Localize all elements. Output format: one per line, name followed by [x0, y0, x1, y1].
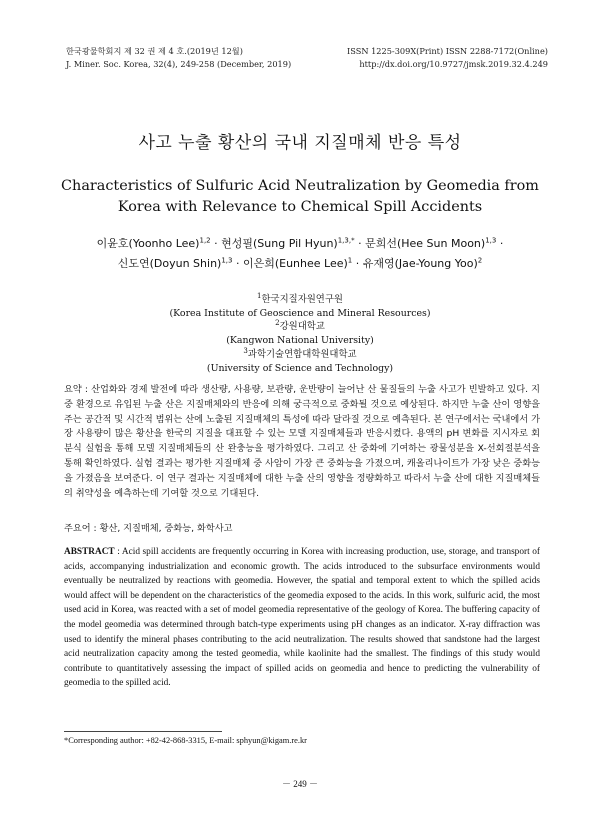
- author-name: 이은희(Eunhee Lee): [242, 257, 348, 270]
- author-separator: ·: [496, 237, 504, 250]
- author-affiliation-mark: 1,3,*: [337, 236, 355, 245]
- author-name: 신도연(Doyun Shin): [117, 257, 222, 270]
- doi-link[interactable]: http://dx.doi.org/10.9727/jmsk.2019.32.4.249: [359, 59, 548, 69]
- affiliation-ko: $^3$과학기술연합대학원대학교: [243, 346, 357, 360]
- abstract-english: [64, 545, 540, 691]
- author-list: [60, 234, 540, 274]
- title-korean: 사고 누출 황산의 국내 지질매체 반응 특성: [138, 133, 462, 153]
- author-affiliation-mark: 1,3: [221, 256, 233, 265]
- abstract-ko-text: 산업화와 경제 발전에 따라 생산량, 사용량, 보관량, 운반량이 늘어난 산 물질들의 누출 사고가 빈발하고 있다. 지중 환경으로 유입된 누출 산은 지질매체와의 반응에 의해 궁극적으로 중화될 것으로 예상된다. 하지만 누출 산이 영향을 주는 공간적 및 시간적 범위는 산에 노출된 지질매체의 특성에 따라 달라질 것으로 예측된다. 본 연구에서는 국내에서 가장 사용량이 많은 황산을 한국의 지질을 대표할 수 있는 모델 지질매체들과 반응시켰다. 용액의 pH 변화를 지시자로 회분식 실험을 통해 모델 지질매체들의 산 완충능을 평가하였다. 그리고 산 중화에 기여하는 광물성분을 X-선회절분석을 통해 확인하였다. 실험 결과는 평가한 지질매체 중 사암이 가장 큰 중화능을 가졌으며, 캐올리나이트가 가장 낮은 중화능을 가졌음을 보여준다. 이 연구 결과는 지질매체에 대한 누출 산의 영향을 정량화하고 따라서 누출 산에 대한 지질매체들의 취약성을 예측하는데 기여할 것으로 기대된다.: [64, 384, 540, 499]
- keywords-label: 주요어 :: [64, 523, 97, 534]
- journal-header-right: [347, 45, 548, 71]
- affiliations: [100, 293, 500, 375]
- author-separator: ·: [232, 257, 243, 270]
- author-line-1: [60, 234, 540, 254]
- author-separator: ·: [352, 257, 363, 270]
- author-separator: ·: [210, 237, 222, 250]
- author-line-2: [60, 254, 540, 274]
- affiliation-ko: $^1$한국지질자원연구원: [257, 291, 343, 305]
- author-affiliation-mark: 1: [347, 256, 353, 265]
- title-english: Characteristics of Sulfuric Acid Neutralization by Geomedia from Korea with Relevance to Chemical Spill Accidents: [61, 178, 539, 215]
- abstract-en-text: : Acid spill accidents are frequently occurring in Korea with increasing production, use, storage, and transport of acids, accompanying industrialization and economic growth. The acids introduced to the subsurface environments would eventually be neutralized by reactions with geomedia. However, the spatial and temporal extent to which the spilled acids would affect will be dependent on the characteristics of the geomedia exposed to the acids. In this work, sulfuric acid, the most used acid in Korea, was reacted with a set of model geomedia representative of the geology of Korea. The buffering capacity of the model geomedia was determined through batch-type experiments using pH changes as an indicator. X-ray diffraction was used to identify the mineral phases contributing to the acid neutralization. The results showed that sandstone had the largest acid neutralization capacity among the tested geomedia, while kaolinite had the smallest. The findings of this study would contribute to quantitatively assessing the impact of spilled acids on geomedia and hence to predicting the vulnerability of geomedia to the spilled acid.: [64, 547, 540, 689]
- author-name: 문희선(Hee Sun Moon): [365, 237, 486, 250]
- author-name: 현성필(Sung Pil Hyun): [221, 237, 338, 250]
- author-affiliation-mark: 1,3: [485, 236, 497, 245]
- affiliation-en: (Korea Institute of Geoscience and Mineral Resources): [169, 307, 431, 319]
- corresponding-author-footnote: *Corresponding author: +82-42-868-3315, E-mail: sphyun@kigam.re.kr: [64, 736, 307, 745]
- keywords-text: 황산, 지질매체, 중화능, 화학사고: [96, 523, 233, 534]
- abstract-ko-label: 요약 :: [64, 384, 88, 395]
- abstract-en-label: ABSTRACT: [64, 547, 115, 557]
- author-name: 유재영(Jae-Young Yoo): [362, 257, 478, 270]
- journal-citation-en: J. Miner. Soc. Korea, 32(4), 249-258 (December, 2019): [66, 59, 292, 69]
- page-number: － 249 －: [281, 779, 318, 789]
- keywords-korean: [64, 520, 540, 534]
- author-name: 이윤호(Yoonho Lee): [96, 237, 200, 250]
- footnote-divider: [64, 731, 222, 732]
- abstract-korean: [64, 383, 540, 501]
- issn: ISSN 1225-309X(Print) ISSN 2288-7172(Online): [347, 46, 548, 56]
- author-separator: ·: [354, 237, 366, 250]
- journal-header-left: [66, 45, 291, 71]
- author-affiliation-mark: 1,2: [199, 236, 211, 245]
- author-affiliation-mark: 2: [477, 256, 483, 265]
- affiliation-ko: $^2$강원대학교: [275, 319, 325, 333]
- affiliation-en: (Kangwon National University): [226, 335, 374, 347]
- journal-name-ko: 한국광물학회지 제 32 권 제 4 호.(2019년 12월): [66, 46, 243, 56]
- affiliation-en: (University of Science and Technology): [206, 362, 394, 374]
